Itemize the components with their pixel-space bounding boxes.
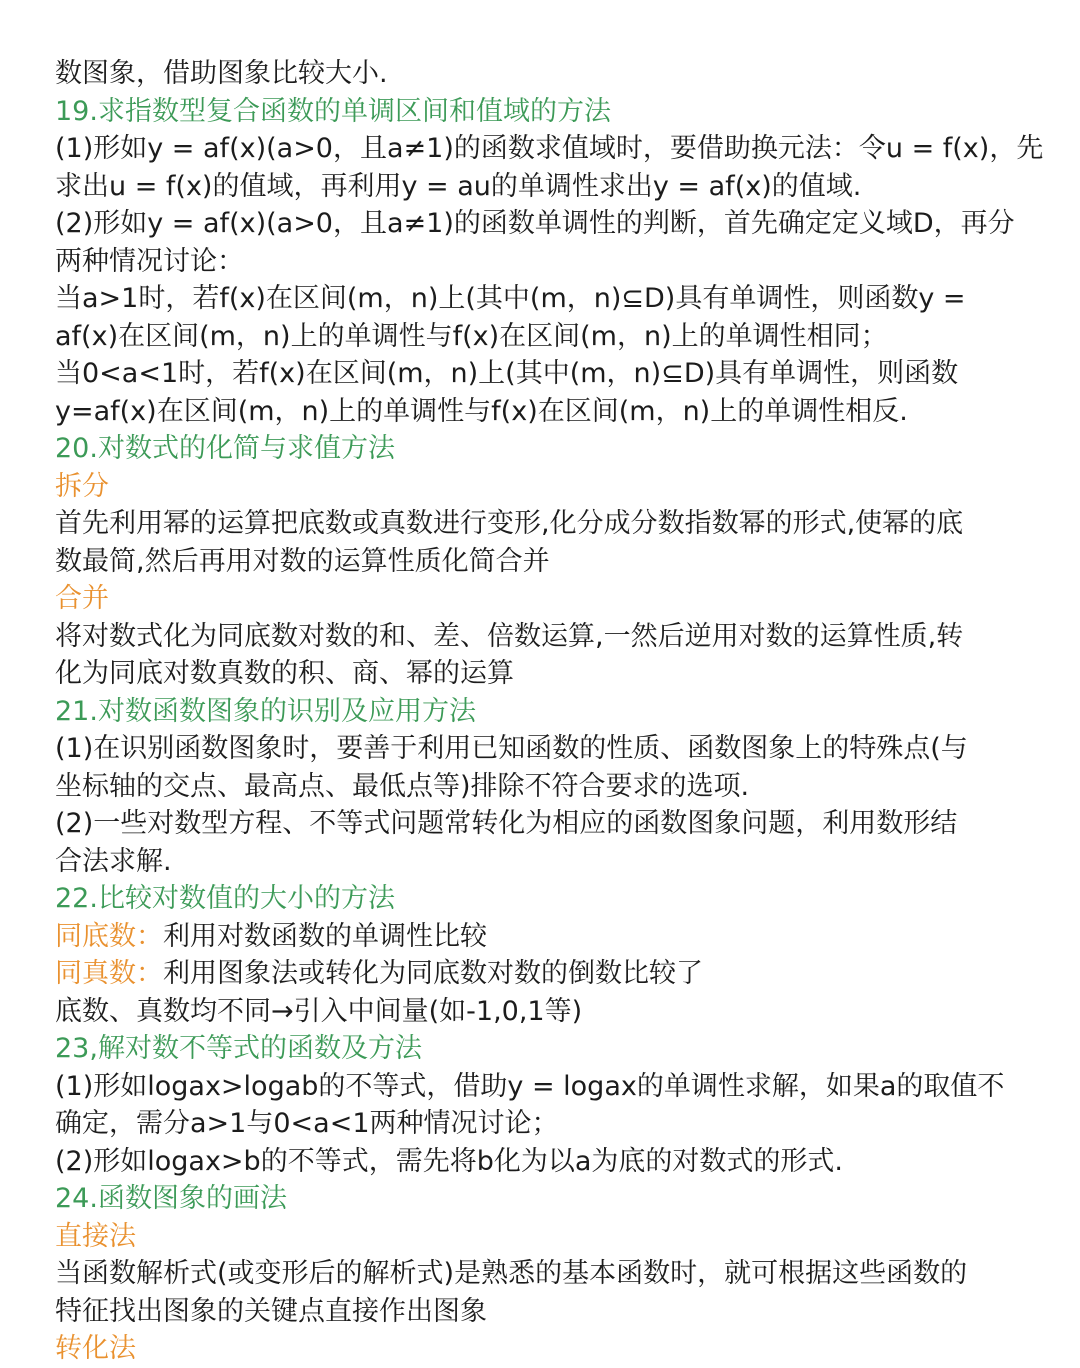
text-line: y=af(x)在区间(m，n)上的单调性与f(x)在区间(m，n)上的单调性相反. (55, 395, 908, 427)
inline-text: 利用图象法或转化为同底数对数的倒数比较了 (163, 958, 703, 989)
text-line: 将对数式化为同底数对数的和、差、倍数运算,一然后逆用对数的运算性质,转 (55, 620, 964, 652)
inline-text: 利用对数函数的单调性比较 (163, 920, 487, 952)
subheading: 转化法 (55, 1333, 136, 1364)
text-line-labeled (55, 955, 1045, 993)
text-line: 坐标轴的交点、最高点、最低点等)排除不符合要求的选项. (55, 770, 750, 802)
text-line: (1)形如logax>logab的不等式，借助y = logax的单调性求解，如果a的取值不 (55, 1070, 1005, 1102)
text-line: (1)形如y = af(x)(a>0，且a≠1)的函数求值域时，要借助换元法：令u = f(x)，先 (55, 133, 1044, 164)
section-heading-21: 21.对数函数图象的识别及应用方法 (55, 695, 476, 727)
text-line: 数最简,然后再用对数的运算性质化简合并 (55, 545, 550, 577)
text-line: 数图象，借助图象比较大小. (55, 58, 388, 89)
section-heading-19: 19.求指数型复合函数的单调区间和值域的方法 (55, 95, 611, 127)
text-line: af(x)在区间(m，n)上的单调性与f(x)在区间(m，n)上的单调性相同； (55, 320, 888, 352)
text-line: 当函数解析式(或变形后的解析式)是熟悉的基本函数时，就可根据这些函数的 (55, 1258, 968, 1289)
text-line: 合法求解. (55, 845, 172, 877)
text-line: 底数、真数均不同→引入中间量(如-1,0,1等) (55, 995, 583, 1027)
subheading: 合并 (55, 583, 109, 614)
text-line: 化为同底对数真数的积、商、幂的运算 (55, 658, 514, 689)
text-line: 求出u = f(x)的值域，再利用y = au的单调性求出y = af(x)的值域. (55, 170, 862, 202)
text-line: (2)形如y = af(x)(a>0，且a≠1)的函数单调性的判断，首先确定定义域D，再分 (55, 208, 1015, 239)
text-line: 确定，需分a>1与0<a<1两种情况讨论； (55, 1108, 559, 1139)
inline-label: 同底数： (55, 920, 163, 952)
text-line: 特征找出图象的关键点直接作出图象 (55, 1295, 487, 1327)
inline-label: 同真数： (55, 958, 163, 989)
text-line-labeled (55, 918, 1045, 956)
subheading: 直接法 (55, 1220, 136, 1252)
text-line: 当0<a<1时，若f(x)在区间(m，n)上(其中(m，n)⊆D)具有单调性，则函数 (55, 358, 959, 389)
section-heading-23: 23,解对数不等式的函数及方法 (55, 1033, 422, 1064)
text-line: (2)一些对数型方程、不等式问题常转化为相应的函数图象问题，利用数形结 (55, 808, 958, 839)
text-line: (1)在识别函数图象时，要善于利用已知函数的性质、函数图象上的特殊点(与 (55, 733, 968, 764)
text-line: 首先利用幂的运算把底数或真数进行变形,化分成分数指数幂的形式,使幂的底 (55, 508, 964, 539)
text-line: 两种情况讨论： (55, 245, 244, 277)
document-body (55, 55, 1045, 1368)
section-heading-22: 22.比较对数值的大小的方法 (55, 883, 395, 914)
section-heading-24: 24.函数图象的画法 (55, 1183, 287, 1214)
text-line: (2)形如logax>b的不等式，需先将b化为以a为底的对数式的形式. (55, 1145, 843, 1177)
subheading: 拆分 (55, 470, 109, 502)
text-line: 当a>1时，若f(x)在区间(m，n)上(其中(m，n)⊆D)具有单调性，则函数y = (55, 283, 966, 314)
section-heading-20: 20.对数式的化简与求值方法 (55, 433, 395, 464)
